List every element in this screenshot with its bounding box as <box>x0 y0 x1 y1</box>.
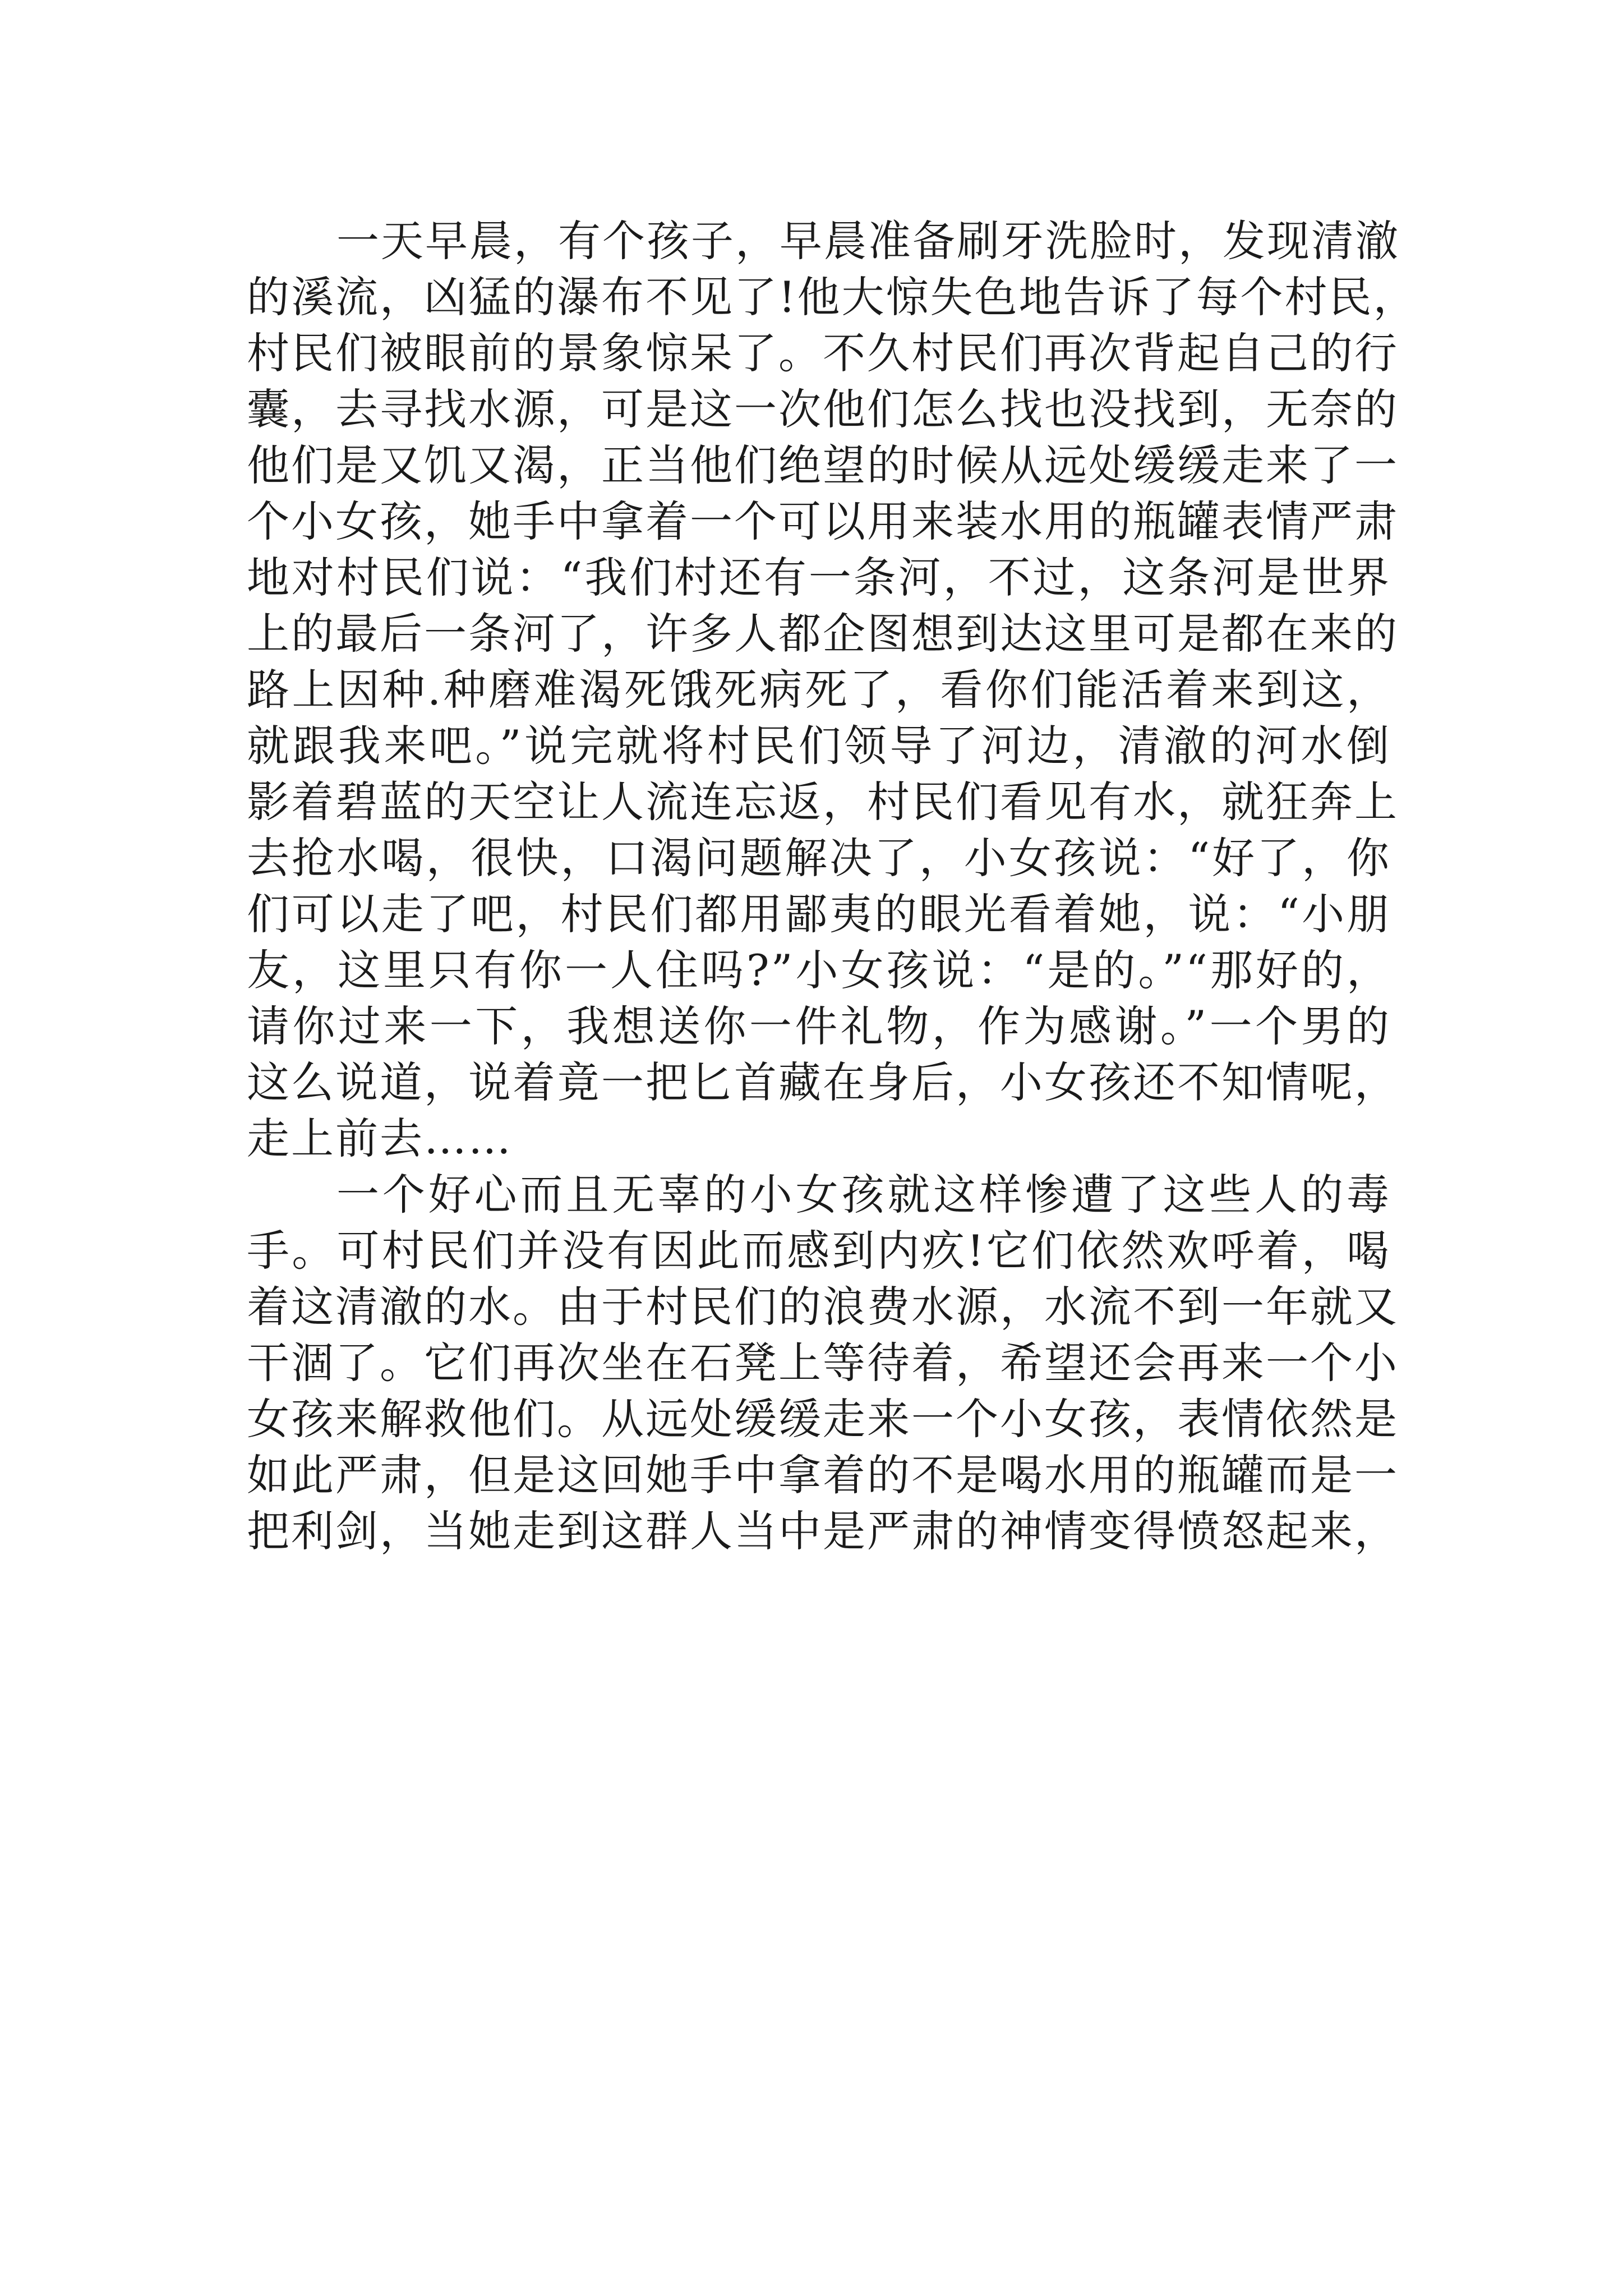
paragraph-1-line-4: 囊，去寻找水源，可是这一次他们怎么找也没找到，无奈的 <box>247 384 1399 434</box>
paragraph-2-line-5: 女孩来解救他们。从远处缓缓走来一个小女孩，表情依然是 <box>247 1394 1399 1444</box>
paragraph-1-line-15: 请你过来一下，我想送你一件礼物，作为感谢。”一个男的 <box>247 1001 1391 1051</box>
paragraph-1-line-3: 村民们被眼前的景象惊呆了。不久村民们再次背起自己的行 <box>247 328 1399 378</box>
paragraph-1-line-13: 们可以走了吧，村民们都用鄙夷的眼光看着她，说：“小朋 <box>247 889 1391 939</box>
paragraph-1-line-17: 走上前去…… <box>247 1114 513 1163</box>
paragraph-1-line-6: 个小女孩，她手中拿着一个可以用来装水用的瓶罐表情严肃 <box>247 496 1399 546</box>
paragraph-1-line-16: 这么说道，说着竟一把匕首藏在身后，小女孩还不知情呢， <box>247 1057 1399 1107</box>
paragraph-1-line-14: 友，这里只有你一人住吗?”小女孩说：“是的。”“那好的， <box>247 945 1391 995</box>
paragraph-2-line-1: 一个好心而且无辜的小女孩就这样惨遭了这些人的毒 <box>336 1170 1391 1220</box>
paragraph-1-line-7: 地对村民们说：“我们村还有一条河，不过，这条河是世界 <box>247 553 1391 602</box>
paragraph-2-line-7: 把利剑，当她走到这群人当中是严肃的神情变得愤怒起来， <box>247 1506 1399 1556</box>
paragraph-1-line-12: 去抢水喝，很快，口渴问题解决了，小女孩说：“好了，你 <box>247 833 1391 883</box>
body-text <box>247 213 1418 1559</box>
paragraph-1-line-10: 就跟我来吧。”说完就将村民们领导了河边，清澈的河水倒 <box>247 721 1391 771</box>
paragraph-1-line-9: 路上因种.种磨难渴死饿死病死了，看你们能活着来到这， <box>247 665 1391 715</box>
paragraph-1-line-8: 上的最后一条河了，许多人都企图想到达这里可是都在来的 <box>247 609 1399 659</box>
paragraph-2-line-4: 干涸了。它们再次坐在石凳上等待着，希望还会再来一个小 <box>247 1338 1399 1388</box>
paragraph-2-line-2: 手。可村民们并没有因此而感到内疚!它们依然欢呼着，喝 <box>247 1226 1391 1276</box>
paragraph-1-line-2: 的溪流，凶猛的瀑布不见了!他大惊失色地告诉了每个村民， <box>247 272 1418 322</box>
paragraph-1-line-5: 他们是又饥又渴，正当他们绝望的时候从远处缓缓走来了一 <box>247 440 1399 490</box>
paragraph-2-line-3: 着这清澈的水。由于村民们的浪费水源，水流不到一年就又 <box>247 1282 1399 1332</box>
paragraph-1-line-11: 影着碧蓝的天空让人流连忘返，村民们看见有水，就狂奔上 <box>247 777 1399 827</box>
paragraph-2-line-6: 如此严肃，但是这回她手中拿着的不是喝水用的瓶罐而是一 <box>247 1450 1399 1500</box>
paragraph-1-line-1: 一天早晨，有个孩子，早晨准备刷牙洗脸时，发现清澈 <box>336 216 1400 266</box>
